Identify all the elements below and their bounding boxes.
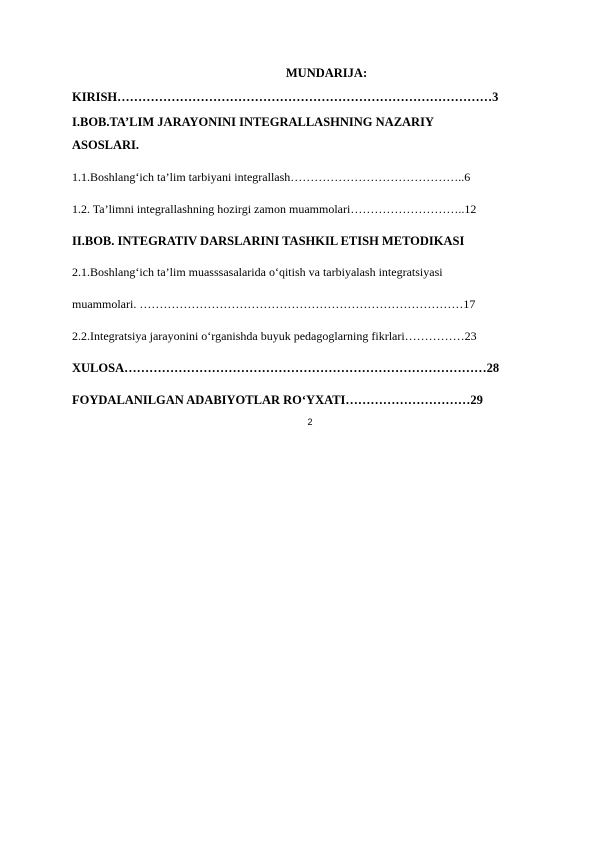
page-number: 2 [307, 417, 313, 427]
toc-entry-section-2-1: 2.1.Boshlang‘ich ta’lim muasssasalarida o‘qitish va tarbiyalash integratsiyasi [72, 265, 443, 279]
toc-entry-bibliography: FOYDALANILGAN ADABIYOTLAR RO‘YXATI…………………………29 [72, 393, 483, 407]
toc-entry-chapter-2-heading: II.BOB. INTEGRATIV DARSLARINI TASHKIL ETISH METODIKASI [72, 234, 465, 248]
toc-title: MUNDARIJA: [285, 66, 368, 80]
toc-entry-chapter-1-heading-cont: ASOSLARI. [72, 138, 140, 152]
toc-entry-section-1-2: 1.2. Ta’limni integrallashning hozirgi zamon muammolari………………………..12 [72, 202, 477, 216]
toc-entry-kirish: KIRISH………………………………………………………………………………3 [72, 90, 499, 104]
toc-entry-section-2-2: 2.2.Integratsiya jarayonini o‘rganishda buyuk pedagoglarning fikrlari……………23 [72, 329, 477, 343]
toc-entry-section-1-1: 1.1.Boshlang‘ich ta’lim tarbiyani integrallash……………………………………..6 [72, 170, 471, 184]
toc-entry-section-2-1-cont: muammolari. ………………………………………………………………………17 [72, 297, 476, 311]
toc-entry-xulosa: XULOSA……………………………………………………………………………28 [72, 361, 500, 375]
toc-entry-chapter-1-heading: I.BOB.TA’LIM JARAYONINI INTEGRALLASHNING NAZARIY [72, 115, 434, 129]
